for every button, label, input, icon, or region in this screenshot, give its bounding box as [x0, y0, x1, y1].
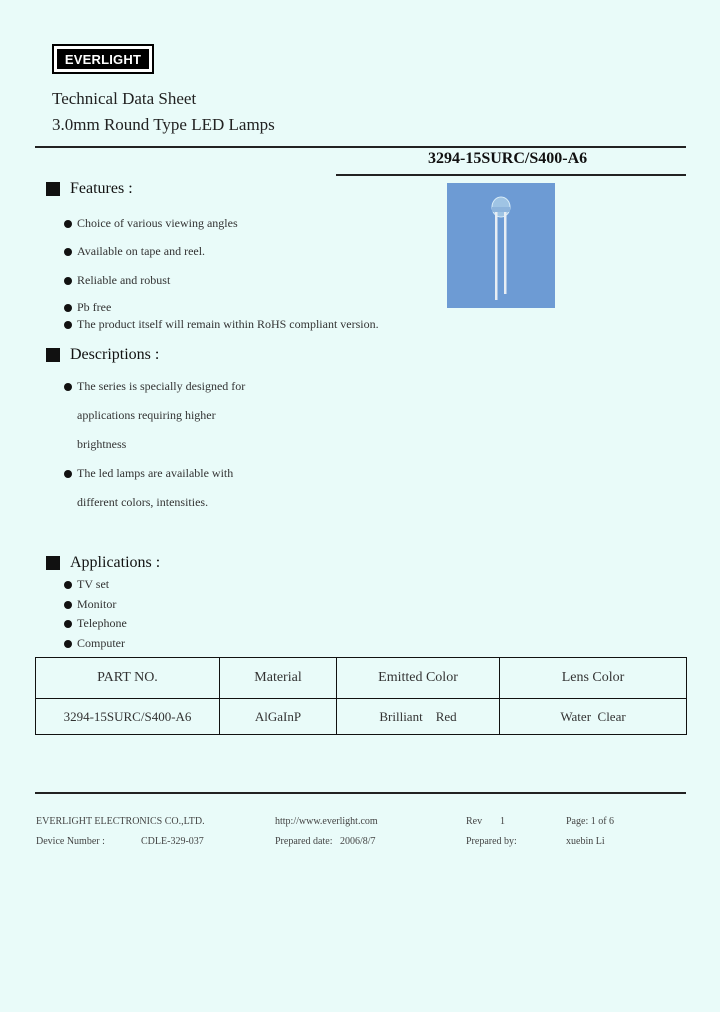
led-lamp-icon — [447, 183, 555, 308]
table-header-cell: Lens Color — [500, 658, 687, 699]
footer-url: http://www.everlight.com — [275, 816, 378, 827]
features-heading: Features : — [46, 180, 133, 198]
footer-prepared-by-label: Prepared by: — [466, 836, 517, 847]
table-cell: Brilliant Red — [337, 699, 500, 735]
section-square-icon — [46, 348, 60, 362]
list-item-continuation: brightness — [77, 437, 127, 451]
bullet-icon — [64, 321, 72, 329]
top-divider — [35, 146, 686, 148]
table-header-cell: Emitted Color — [337, 658, 500, 699]
list-item: Reliable and robust — [64, 273, 170, 288]
section-square-icon — [46, 182, 60, 196]
list-item: The series is specially designed for — [64, 379, 245, 394]
table-header-cell: Material — [220, 658, 337, 699]
footer-rev-label: Rev — [466, 816, 483, 827]
bullet-icon — [64, 383, 72, 391]
list-item: Monitor — [64, 597, 116, 612]
list-item: Pb free — [64, 300, 111, 315]
section-square-icon — [46, 556, 60, 570]
footer-rev-value: 1 — [500, 816, 505, 827]
list-item: Computer — [64, 636, 125, 651]
footer-device-label: Device Number : — [36, 836, 105, 847]
list-item: Available on tape and reel. — [64, 244, 205, 259]
table-cell: AlGaInP — [220, 699, 337, 735]
list-item: Choice of various viewing angles — [64, 216, 238, 231]
table-cell: Water Clear — [500, 699, 687, 735]
footer-divider — [35, 792, 686, 794]
table-header-row — [36, 658, 687, 699]
bullet-icon — [64, 220, 72, 228]
doc-title: Technical Data Sheet — [52, 89, 197, 108]
bullet-icon — [64, 581, 72, 589]
footer-page: Page: 1 of 6 — [566, 816, 615, 827]
product-photo — [447, 183, 555, 308]
list-item-continuation: different colors, intensities. — [77, 495, 209, 509]
bullet-icon — [64, 304, 72, 312]
footer-prepared-date-label: Prepared date: — [275, 836, 333, 847]
doc-subtitle: 3.0mm Round Type LED Lamps — [52, 115, 275, 134]
table-cell: 3294-15SURC/S400-A6 — [36, 699, 220, 735]
list-item: The led lamps are available with — [64, 466, 233, 481]
logo-text: EVERLIGHT — [57, 49, 149, 69]
list-item: Telephone — [64, 616, 127, 631]
list-item: TV set — [64, 577, 109, 592]
footer-prepared-date-value: 2006/8/7 — [340, 836, 376, 847]
descriptions-heading: Descriptions : — [46, 346, 159, 364]
bullet-icon — [64, 248, 72, 256]
bullet-icon — [64, 640, 72, 648]
part-number-title: 3294-15SURC/S400-A6 — [428, 150, 588, 167]
table-row — [36, 699, 687, 735]
spec-table — [35, 657, 687, 735]
bullet-icon — [64, 277, 72, 285]
bullet-icon — [64, 470, 72, 478]
company-logo — [52, 44, 154, 74]
bullet-icon — [64, 601, 72, 609]
list-item: The product itself will remain within RoHS compliant version. — [64, 317, 379, 332]
footer-device-value: CDLE-329-037 — [141, 836, 204, 847]
part-underline — [336, 174, 686, 176]
list-item-continuation: applications requiring higher — [77, 408, 216, 422]
footer-prepared-by-value: xuebin Li — [566, 836, 605, 847]
table-header-cell: PART NO. — [36, 658, 220, 699]
bullet-icon — [64, 620, 72, 628]
footer-company: EVERLIGHT ELECTRONICS CO.,LTD. — [36, 816, 205, 827]
applications-heading: Applications : — [46, 554, 160, 572]
